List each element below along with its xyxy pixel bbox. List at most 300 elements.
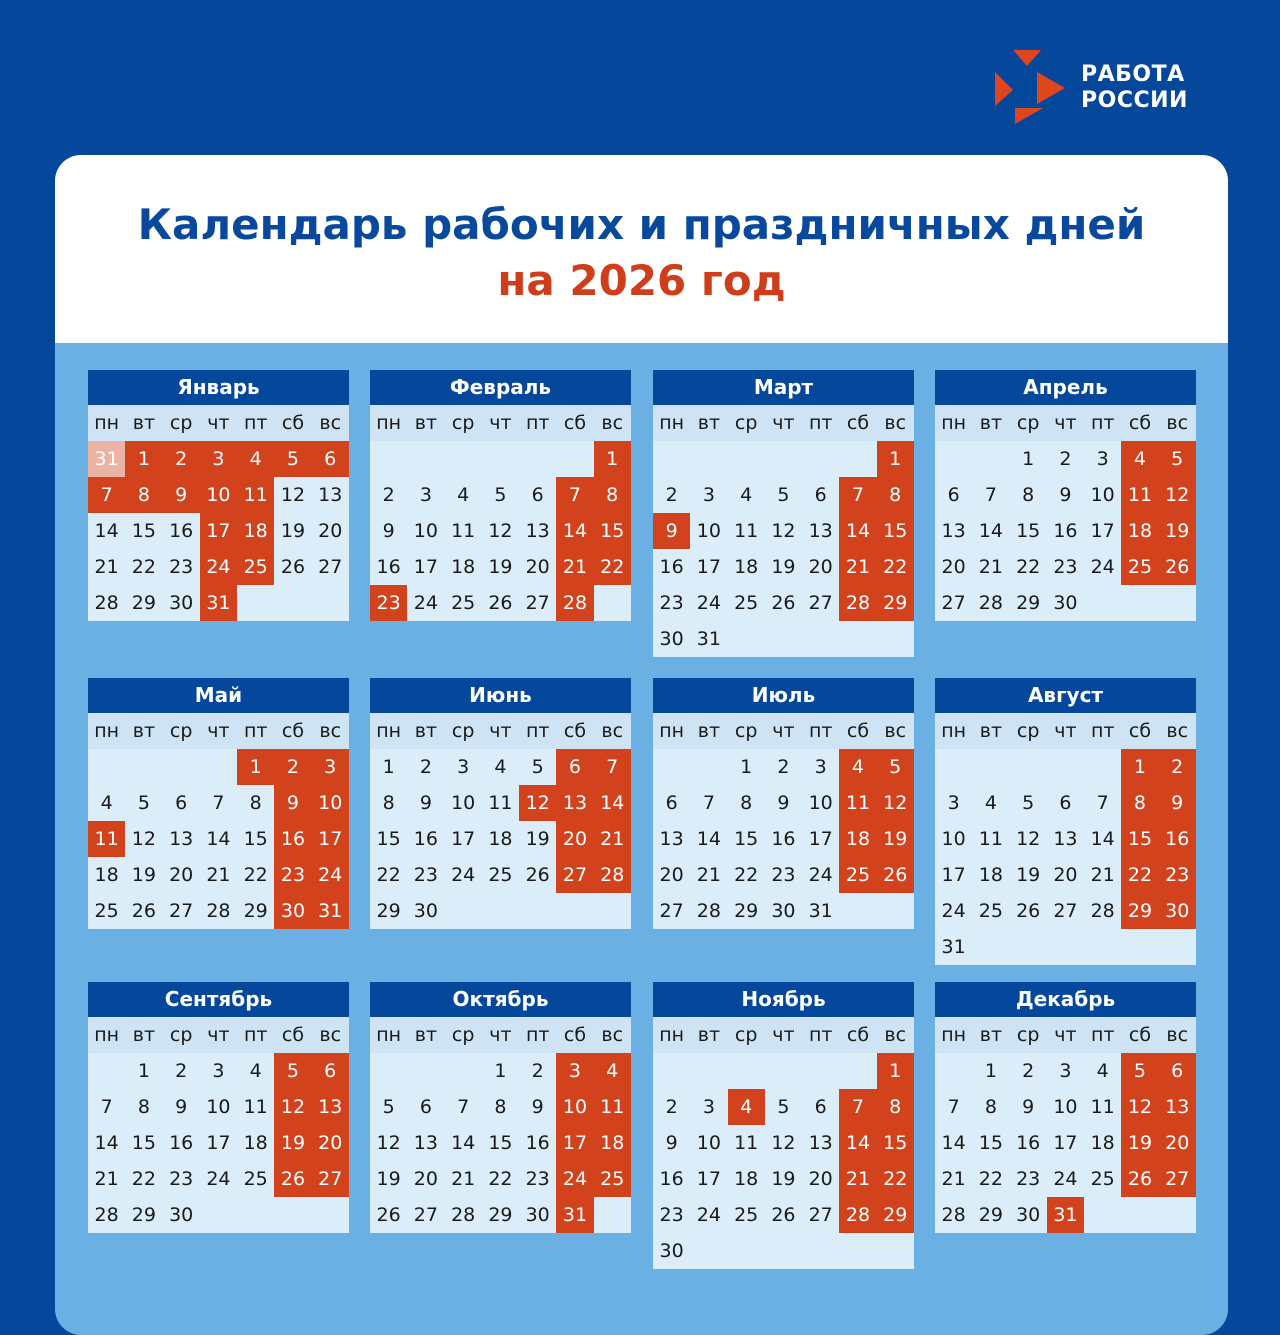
workday-cell: 24 <box>407 585 444 621</box>
workday-cell: 24 <box>1084 549 1121 585</box>
holiday-cell: 19 <box>1159 513 1196 549</box>
holiday-cell: 22 <box>1121 857 1158 893</box>
workday-cell: 13 <box>519 513 556 549</box>
holiday-cell: 15 <box>594 513 631 549</box>
workday-cell: 25 <box>972 893 1009 929</box>
workday-cell: 2 <box>407 749 444 785</box>
workday-cell: 7 <box>88 1089 125 1125</box>
weekday-label: чт <box>482 405 519 441</box>
workday-cell: 29 <box>237 893 274 929</box>
weekday-label: ср <box>1010 713 1047 749</box>
weekday-label: чт <box>765 1017 802 1053</box>
weekday-label: ср <box>445 1017 482 1053</box>
weekday-label: вс <box>1159 713 1196 749</box>
workday-cell: 13 <box>163 821 200 857</box>
workday-cell: 14 <box>445 1125 482 1161</box>
weekday-label: ср <box>445 405 482 441</box>
empty-cell <box>802 441 839 477</box>
workday-cell: 3 <box>935 785 972 821</box>
month-block <box>653 678 914 929</box>
holiday-cell: 31 <box>200 585 237 621</box>
holiday-cell: 8 <box>877 1089 914 1125</box>
workday-cell: 18 <box>1084 1125 1121 1161</box>
weekday-label: пт <box>802 405 839 441</box>
workday-cell: 2 <box>519 1053 556 1089</box>
holiday-cell: 12 <box>1159 477 1196 513</box>
workday-cell: 28 <box>445 1197 482 1233</box>
workday-cell: 19 <box>519 821 556 857</box>
workday-cell: 10 <box>200 1089 237 1125</box>
workday-cell: 27 <box>802 585 839 621</box>
holiday-cell: 26 <box>1159 549 1196 585</box>
weekday-label: пт <box>519 1017 556 1053</box>
holiday-cell: 30 <box>1159 893 1196 929</box>
workday-cell: 3 <box>407 477 444 513</box>
workday-cell: 22 <box>237 857 274 893</box>
empty-cell <box>1121 585 1158 621</box>
workday-cell: 14 <box>972 513 1009 549</box>
workday-cell: 10 <box>407 513 444 549</box>
workday-cell: 28 <box>972 585 1009 621</box>
empty-cell <box>163 749 200 785</box>
holiday-cell: 7 <box>88 477 125 513</box>
workday-cell: 12 <box>1010 821 1047 857</box>
weekday-label: вс <box>1159 405 1196 441</box>
month-block <box>935 678 1196 965</box>
workday-cell: 20 <box>935 549 972 585</box>
workday-cell: 16 <box>653 1161 690 1197</box>
holiday-cell: 20 <box>312 1125 349 1161</box>
holiday-cell: 11 <box>594 1089 631 1125</box>
empty-cell <box>653 441 690 477</box>
month-grid <box>935 405 1196 621</box>
weekday-label: вс <box>312 1017 349 1053</box>
empty-cell <box>935 441 972 477</box>
weekday-label: ср <box>728 1017 765 1053</box>
workday-cell: 3 <box>200 1053 237 1089</box>
holiday-cell: 25 <box>1121 549 1158 585</box>
holiday-cell: 28 <box>839 585 876 621</box>
holiday-cell: 16 <box>274 821 311 857</box>
workday-cell: 13 <box>935 513 972 549</box>
month-title: Май <box>88 678 349 713</box>
empty-cell <box>1084 1197 1121 1233</box>
brand-line-2: РОССИИ <box>1081 88 1188 113</box>
empty-cell <box>765 441 802 477</box>
workday-cell: 20 <box>407 1161 444 1197</box>
workday-cell: 3 <box>690 477 727 513</box>
weekday-label: чт <box>1047 405 1084 441</box>
weekday-label: вс <box>877 1017 914 1053</box>
workday-cell: 27 <box>1047 893 1084 929</box>
empty-cell <box>935 1053 972 1089</box>
workday-cell: 27 <box>519 585 556 621</box>
workday-cell: 9 <box>653 1125 690 1161</box>
holiday-cell: 11 <box>88 821 125 857</box>
empty-cell <box>370 1053 407 1089</box>
empty-cell <box>877 893 914 929</box>
workday-cell: 16 <box>163 513 200 549</box>
holiday-cell: 31 <box>556 1197 593 1233</box>
workday-cell: 10 <box>935 821 972 857</box>
weekday-label: сб <box>839 1017 876 1053</box>
workday-cell: 23 <box>1010 1161 1047 1197</box>
workday-cell: 18 <box>728 549 765 585</box>
brand-arrows-icon <box>993 44 1075 126</box>
holiday-cell: 4 <box>839 749 876 785</box>
holiday-cell: 4 <box>728 1089 765 1125</box>
workday-cell: 5 <box>482 477 519 513</box>
workday-cell: 29 <box>482 1197 519 1233</box>
workday-cell: 13 <box>407 1125 444 1161</box>
empty-cell <box>482 893 519 929</box>
workday-cell: 12 <box>482 513 519 549</box>
workday-cell: 2 <box>1047 441 1084 477</box>
workday-cell: 17 <box>200 1125 237 1161</box>
holiday-cell: 9 <box>653 513 690 549</box>
workday-cell: 28 <box>935 1197 972 1233</box>
empty-cell <box>312 585 349 621</box>
weekday-label: сб <box>1121 405 1158 441</box>
holiday-cell: 28 <box>594 857 631 893</box>
month-block <box>935 370 1196 621</box>
workday-cell: 2 <box>653 1089 690 1125</box>
workday-cell: 16 <box>370 549 407 585</box>
holiday-cell: 11 <box>1121 477 1158 513</box>
weekday-label: пт <box>802 1017 839 1053</box>
workday-cell: 18 <box>445 549 482 585</box>
workday-cell: 6 <box>519 477 556 513</box>
empty-cell <box>653 1053 690 1089</box>
holiday-cell: 19 <box>1121 1125 1158 1161</box>
weekday-label: ср <box>163 1017 200 1053</box>
holiday-cell: 4 <box>594 1053 631 1089</box>
workday-cell: 12 <box>274 477 311 513</box>
workday-cell: 16 <box>653 549 690 585</box>
workday-cell: 11 <box>728 1125 765 1161</box>
workday-cell: 28 <box>690 893 727 929</box>
workday-cell: 21 <box>88 549 125 585</box>
workday-cell: 23 <box>765 857 802 893</box>
workday-cell: 17 <box>407 549 444 585</box>
holiday-cell: 19 <box>877 821 914 857</box>
weekday-label: сб <box>839 713 876 749</box>
empty-cell <box>728 441 765 477</box>
empty-cell <box>594 585 631 621</box>
holiday-cell: 3 <box>312 749 349 785</box>
holiday-cell: 22 <box>877 549 914 585</box>
empty-cell <box>765 621 802 657</box>
holiday-cell: 21 <box>839 549 876 585</box>
workday-cell: 9 <box>1047 477 1084 513</box>
empty-cell <box>728 621 765 657</box>
weekday-label: вс <box>594 1017 631 1053</box>
holiday-cell: 12 <box>519 785 556 821</box>
weekday-label: чт <box>200 405 237 441</box>
month-title: Февраль <box>370 370 631 405</box>
holiday-cell: 27 <box>556 857 593 893</box>
empty-cell <box>407 1053 444 1089</box>
workday-cell: 15 <box>728 821 765 857</box>
month-title: Апрель <box>935 370 1196 405</box>
workday-cell: 7 <box>1084 785 1121 821</box>
empty-cell <box>690 441 727 477</box>
month-grid <box>370 713 631 929</box>
workday-cell: 27 <box>802 1197 839 1233</box>
empty-cell <box>312 1197 349 1233</box>
weekday-label: вт <box>972 713 1009 749</box>
holiday-cell: 20 <box>556 821 593 857</box>
workday-cell: 28 <box>88 585 125 621</box>
empty-cell <box>839 441 876 477</box>
workday-cell: 23 <box>163 549 200 585</box>
workday-cell: 21 <box>200 857 237 893</box>
workday-cell: 18 <box>482 821 519 857</box>
workday-cell: 29 <box>1010 585 1047 621</box>
holiday-cell: 4 <box>237 441 274 477</box>
workday-cell: 13 <box>653 821 690 857</box>
weekday-label: ср <box>728 713 765 749</box>
holiday-cell: 18 <box>237 513 274 549</box>
workday-cell: 17 <box>1084 513 1121 549</box>
holiday-cell: 7 <box>839 477 876 513</box>
empty-cell <box>1121 929 1158 965</box>
holiday-cell: 24 <box>200 549 237 585</box>
workday-cell: 30 <box>1047 585 1084 621</box>
holiday-cell: 5 <box>1159 441 1196 477</box>
weekday-label: ср <box>1010 405 1047 441</box>
holiday-cell: 3 <box>556 1053 593 1089</box>
workday-cell: 2 <box>370 477 407 513</box>
holiday-cell: 31 <box>312 893 349 929</box>
month-block <box>88 370 349 621</box>
empty-cell <box>1121 1197 1158 1233</box>
workday-cell: 2 <box>653 477 690 513</box>
holiday-cell: 15 <box>877 1125 914 1161</box>
holiday-cell: 10 <box>556 1089 593 1125</box>
workday-cell: 10 <box>690 513 727 549</box>
holiday-cell: 9 <box>1159 785 1196 821</box>
workday-cell: 22 <box>125 1161 162 1197</box>
empty-cell <box>1047 929 1084 965</box>
workday-cell: 8 <box>237 785 274 821</box>
weekday-label: вс <box>312 713 349 749</box>
workday-cell: 20 <box>312 513 349 549</box>
workday-cell: 30 <box>653 1233 690 1269</box>
holiday-cell: 14 <box>839 513 876 549</box>
workday-cell: 29 <box>972 1197 1009 1233</box>
workday-cell: 15 <box>972 1125 1009 1161</box>
workday-cell: 4 <box>88 785 125 821</box>
weekday-label: вс <box>594 713 631 749</box>
workday-cell: 7 <box>972 477 1009 513</box>
month-grid <box>88 713 349 929</box>
empty-cell <box>839 893 876 929</box>
empty-cell <box>972 929 1009 965</box>
empty-cell <box>200 1197 237 1233</box>
workday-cell: 9 <box>163 1089 200 1125</box>
workday-cell: 26 <box>370 1197 407 1233</box>
workday-cell: 27 <box>163 893 200 929</box>
holiday-cell: 13 <box>1159 1089 1196 1125</box>
workday-cell: 16 <box>407 821 444 857</box>
month-title: Август <box>935 678 1196 713</box>
weekday-label: вт <box>690 405 727 441</box>
workday-cell: 23 <box>407 857 444 893</box>
workday-cell: 18 <box>237 1125 274 1161</box>
workday-cell: 8 <box>370 785 407 821</box>
holiday-cell: 9 <box>274 785 311 821</box>
workday-cell: 8 <box>972 1089 1009 1125</box>
holiday-cell: 27 <box>312 1161 349 1197</box>
workday-cell: 15 <box>237 821 274 857</box>
workday-cell: 1 <box>482 1053 519 1089</box>
workday-cell: 30 <box>407 893 444 929</box>
workday-cell: 1 <box>125 1053 162 1089</box>
workday-cell: 15 <box>1010 513 1047 549</box>
workday-cell: 3 <box>802 749 839 785</box>
empty-cell <box>1159 585 1196 621</box>
workday-cell: 21 <box>690 857 727 893</box>
workday-cell: 22 <box>972 1161 1009 1197</box>
month-title: Июль <box>653 678 914 713</box>
workday-cell: 23 <box>653 585 690 621</box>
workday-cell: 4 <box>445 477 482 513</box>
holiday-cell: 28 <box>839 1197 876 1233</box>
page-title: Календарь рабочих и праздничных дней <box>137 200 1146 249</box>
workday-cell: 21 <box>88 1161 125 1197</box>
workday-cell: 2 <box>163 1053 200 1089</box>
holiday-cell: 21 <box>839 1161 876 1197</box>
workday-cell: 5 <box>370 1089 407 1125</box>
holiday-cell: 26 <box>1121 1161 1158 1197</box>
workday-cell: 21 <box>445 1161 482 1197</box>
empty-cell <box>274 585 311 621</box>
workday-cell: 11 <box>972 821 1009 857</box>
workday-cell: 18 <box>88 857 125 893</box>
weekday-label: пн <box>370 713 407 749</box>
month-title: Сентябрь <box>88 982 349 1017</box>
empty-cell <box>1010 749 1047 785</box>
workday-cell: 20 <box>802 1161 839 1197</box>
empty-cell <box>237 585 274 621</box>
workday-cell: 23 <box>1047 549 1084 585</box>
workday-cell: 9 <box>765 785 802 821</box>
empty-cell <box>519 441 556 477</box>
holiday-cell: 21 <box>594 821 631 857</box>
empty-cell <box>935 749 972 785</box>
month-title: Март <box>653 370 914 405</box>
workday-cell: 6 <box>802 477 839 513</box>
weekday-label: чт <box>482 713 519 749</box>
holiday-cell: 11 <box>839 785 876 821</box>
weekday-label: ср <box>163 713 200 749</box>
empty-cell <box>972 441 1009 477</box>
empty-cell <box>445 441 482 477</box>
holiday-cell: 6 <box>312 441 349 477</box>
month-grid <box>370 405 631 621</box>
workday-cell: 1 <box>1010 441 1047 477</box>
holiday-cell: 26 <box>274 1161 311 1197</box>
holiday-cell: 8 <box>877 477 914 513</box>
empty-cell <box>839 621 876 657</box>
holiday-cell: 15 <box>1121 821 1158 857</box>
weekday-label: вт <box>407 405 444 441</box>
workday-cell: 5 <box>1010 785 1047 821</box>
empty-cell <box>877 1233 914 1269</box>
weekday-label: вт <box>972 405 1009 441</box>
holiday-cell: 7 <box>839 1089 876 1125</box>
holiday-cell: 8 <box>594 477 631 513</box>
workday-cell: 7 <box>690 785 727 821</box>
workday-cell: 24 <box>200 1161 237 1197</box>
empty-cell <box>407 441 444 477</box>
holiday-cell: 15 <box>877 513 914 549</box>
workday-cell: 24 <box>690 1197 727 1233</box>
month-block <box>653 370 914 657</box>
holiday-cell: 13 <box>312 1089 349 1125</box>
weekday-label: пн <box>935 405 972 441</box>
holiday-cell: 25 <box>839 857 876 893</box>
weekday-label: сб <box>274 405 311 441</box>
weekday-label: вт <box>690 1017 727 1053</box>
weekday-label: чт <box>482 1017 519 1053</box>
holiday-cell: 11 <box>237 477 274 513</box>
workday-cell: 24 <box>802 857 839 893</box>
weekday-label: вт <box>690 713 727 749</box>
empty-cell <box>125 749 162 785</box>
empty-cell <box>839 1053 876 1089</box>
workday-cell: 23 <box>519 1161 556 1197</box>
holiday-cell: 16 <box>1159 821 1196 857</box>
brand-line-1: РАБОТА <box>1081 62 1185 87</box>
workday-cell: 14 <box>88 1125 125 1161</box>
workday-cell: 28 <box>88 1197 125 1233</box>
empty-cell <box>88 749 125 785</box>
weekday-label: пн <box>935 1017 972 1053</box>
workday-cell: 16 <box>1047 513 1084 549</box>
empty-cell <box>1047 749 1084 785</box>
month-title: Декабрь <box>935 982 1196 1017</box>
workday-cell: 22 <box>1010 549 1047 585</box>
weekday-label: вт <box>125 1017 162 1053</box>
workday-cell: 15 <box>482 1125 519 1161</box>
workday-cell: 19 <box>765 549 802 585</box>
holiday-cell: 30 <box>274 893 311 929</box>
weekday-label: пт <box>237 713 274 749</box>
weekday-label: пн <box>653 1017 690 1053</box>
holiday-cell: 12 <box>274 1089 311 1125</box>
holiday-cell: 24 <box>312 857 349 893</box>
holiday-cell: 17 <box>556 1125 593 1161</box>
workday-cell: 31 <box>690 621 727 657</box>
month-block <box>88 678 349 929</box>
workday-cell: 9 <box>519 1089 556 1125</box>
workday-cell: 8 <box>482 1089 519 1125</box>
workday-cell: 7 <box>200 785 237 821</box>
workday-cell: 7 <box>445 1089 482 1125</box>
workday-cell: 6 <box>407 1089 444 1125</box>
workday-cell: 16 <box>163 1125 200 1161</box>
empty-cell <box>765 1233 802 1269</box>
calendar-card <box>55 155 1228 1335</box>
workday-cell: 29 <box>125 1197 162 1233</box>
month-block <box>370 678 631 929</box>
workday-cell: 21 <box>972 549 1009 585</box>
holiday-cell: 5 <box>877 749 914 785</box>
weekday-label: сб <box>556 713 593 749</box>
empty-cell <box>802 1053 839 1089</box>
